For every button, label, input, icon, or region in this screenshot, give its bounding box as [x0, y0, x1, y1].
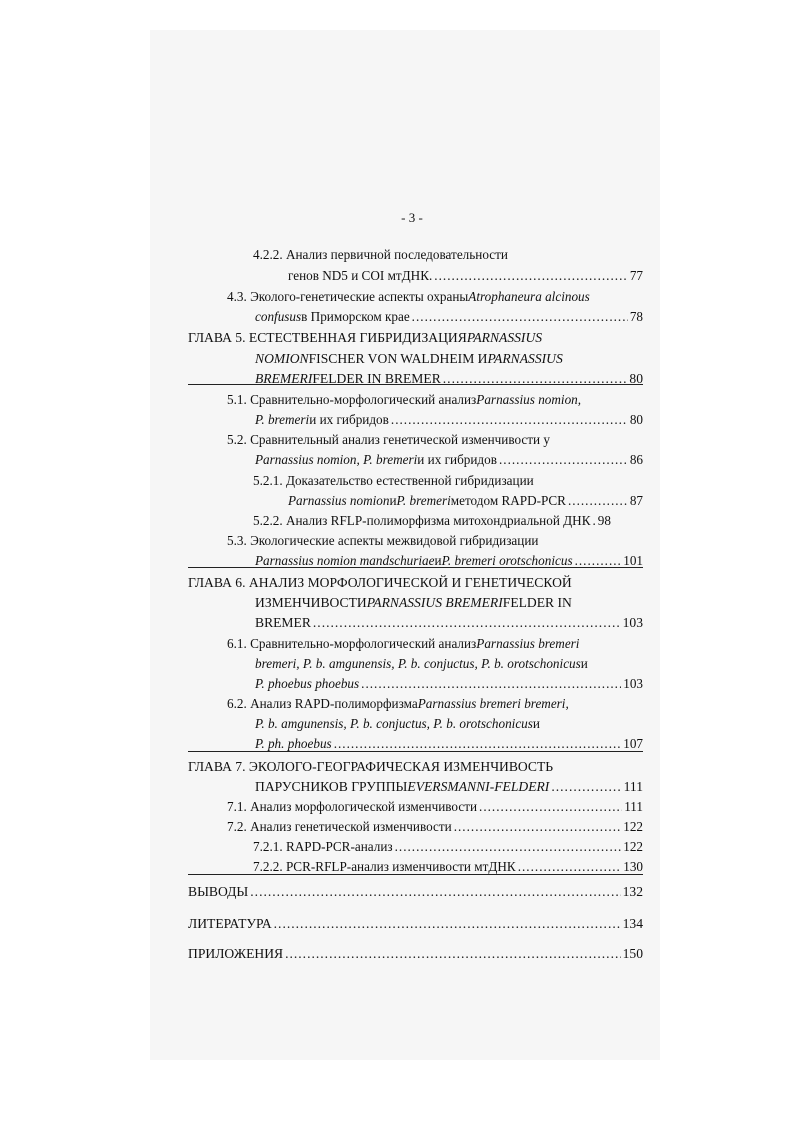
- toc-page: 134: [622, 916, 643, 931]
- toc-page: 111: [623, 779, 643, 794]
- toc-entry-6-2-line2: P. b. amgunensis, P. b. conjuctus, P. b. orotschonicus и: [255, 716, 540, 731]
- toc-page: 107: [623, 736, 643, 751]
- chapter-5-line1: ГЛАВА 5. ЕСТЕСТВЕННАЯ ГИБРИДИЗАЦИЯ PARNASSIUS: [188, 330, 543, 345]
- toc-page: 103: [623, 676, 643, 691]
- toc-entry-6-2-line1: 6.2. Анализ RAPD-полиморфизма Parnassius bremeri bremeri,: [227, 696, 569, 711]
- toc-entry-appendices: ПРИЛОЖЕНИЯ ..... 150: [188, 943, 643, 965]
- toc-page: 77: [629, 268, 643, 283]
- chapter-6-line3: BREMER ..... 103: [255, 612, 643, 634]
- chapter-5-line3: BREMERI FELDER IN BREMER ..... 80: [255, 368, 643, 390]
- toc-entry-6-1-line1: 6.1. Сравнительно-морфологический анализ Parnassius bremeri: [227, 636, 580, 651]
- toc-entry-7-2-2: 7.2.2. PCR-RFLP-анализ изменчивости мтДНК ..... 130: [253, 856, 643, 878]
- toc-page: 87: [629, 493, 643, 508]
- toc-entry-literature: ЛИТЕРАТУРА ..... 134: [188, 913, 643, 935]
- toc-entry-5-2-2: 5.2.2. Анализ RFLP-полиморфизма митохондриальной ДНК . 98: [253, 510, 643, 532]
- toc-entry-conclusions: ВЫВОДЫ ..... 132: [188, 881, 643, 903]
- toc-entry-4-3-line2: confusus в Приморском крае ..... 78: [255, 306, 643, 328]
- separator-line: [188, 874, 643, 875]
- toc-entry-5-3-line1: 5.3. Экологические аспекты межвидовой гибридизации: [227, 533, 539, 548]
- toc-entry-4-2-2-line1: 4.2.2. Анализ первичной последовательности: [253, 247, 508, 262]
- page-number: - 3 -: [401, 210, 423, 225]
- toc-entry-5-1-line2: P. bremeri и их гибридов ..... 80: [255, 409, 643, 431]
- toc-page: 80: [629, 412, 643, 427]
- toc-page: 98: [597, 513, 611, 528]
- toc-page: 80: [629, 371, 643, 386]
- toc-page: 132: [622, 884, 643, 899]
- toc-entry-4-2-2-line2: генов ND5 и COI мтДНК. ..... 77: [288, 265, 643, 287]
- toc-page: 111: [624, 799, 643, 814]
- toc-entry-4-3-line1: 4.3. Эколого-генетические аспекты охраны Atrophaneura alcinous: [227, 289, 590, 304]
- toc-entry-5-2-1-line1: 5.2.1. Доказательство естественной гибридизации: [253, 473, 534, 488]
- toc-entry-5-2-line1: 5.2. Сравнительный анализ генетической изменчивости у: [227, 432, 550, 447]
- separator-line: [188, 751, 643, 752]
- toc-entry-5-1-line1: 5.1. Сравнительно-морфологический анализ Parnassius nomion,: [227, 392, 582, 407]
- chapter-5-line2: NOMION FISCHER VON WALDHEIM И PARNASSIUS: [255, 351, 563, 366]
- toc-page: 122: [623, 819, 643, 834]
- toc-page: 78: [629, 309, 643, 324]
- toc-page: 103: [622, 615, 643, 630]
- toc-page: 86: [629, 452, 643, 467]
- toc-entry-7-2-1: 7.2.1. RAPD-PCR-анализ ..... 122: [253, 836, 643, 858]
- toc-page: 150: [622, 946, 643, 961]
- toc-entry-6-1-line2: bremeri, P. b. amgunensis, P. b. conjuctus, P. b. orotschonicus и: [255, 656, 588, 671]
- separator-line: [188, 384, 643, 385]
- chapter-6-line1: ГЛАВА 6. АНАЛИЗ МОРФОЛОГИЧЕСКОЙ И ГЕНЕТИЧЕСКОЙ: [188, 575, 572, 590]
- toc-entry-5-2-line2: Parnassius nomion, P. bremeri и их гибридов ..... 86: [255, 449, 643, 471]
- chapter-7-line2: ПАРУСНИКОВ ГРУППЫ EVERSMANNI-FELDERI ..... 111: [255, 776, 643, 798]
- toc-entry-6-2-line3: P. ph. phoebus ..... 107: [255, 733, 643, 755]
- toc-page: 122: [623, 839, 643, 854]
- toc-entry-7-2: 7.2. Анализ генетической изменчивости ..... 122: [227, 816, 643, 838]
- chapter-6-line2: ИЗМЕНЧИВОСТИ PARNASSIUS BREMERI FELDER IN: [255, 595, 572, 610]
- toc-entry-5-2-1-line2: Parnassius nomion и P. bremeri методом RAPD-PCR ..... 87: [288, 490, 643, 512]
- toc-page: 130: [623, 859, 643, 874]
- toc-entry-7-1: 7.1. Анализ морфологической изменчивости ..... 111: [227, 796, 643, 818]
- separator-line: [188, 567, 643, 568]
- chapter-7-line1: ГЛАВА 7. ЭКОЛОГО-ГЕОГРАФИЧЕСКАЯ ИЗМЕНЧИВОСТЬ: [188, 759, 554, 774]
- toc-entry-6-1-line3: P. phoebus phoebus ..... 103: [255, 673, 643, 695]
- toc-page: 101: [623, 553, 643, 568]
- toc-entry-5-3-line2: Parnassius nomion mandschuriae и P. bremeri orotschonicus ..... 101: [255, 550, 643, 572]
